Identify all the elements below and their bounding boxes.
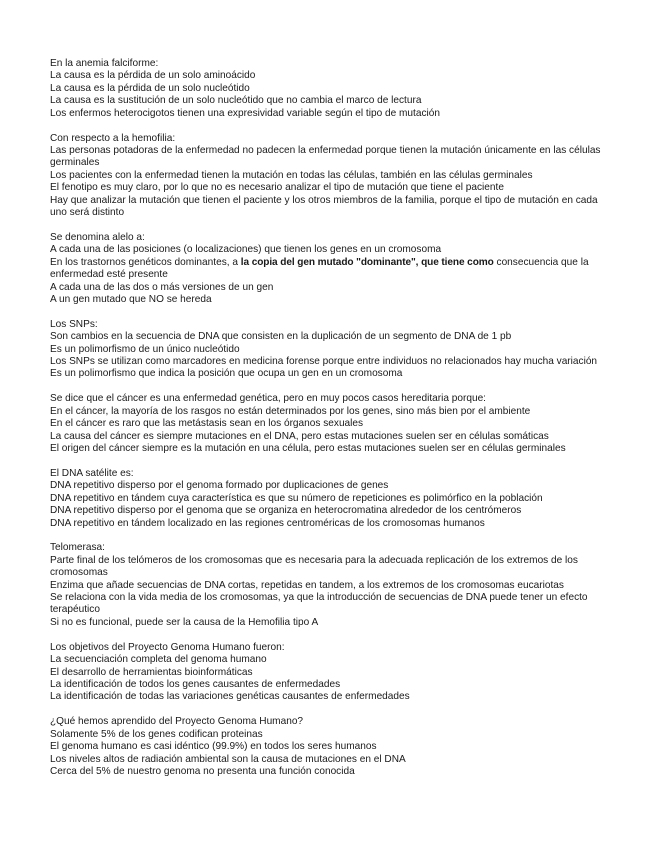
answer-option: La identificación de todos los genes causantes de enfermedades: [50, 678, 341, 690]
question-stem: En la anemia falciforme:: [50, 58, 159, 69]
answer-option-mixed: [50, 257, 615, 282]
question-block: [50, 58, 615, 120]
answer-option: DNA repetitivo disperso por el genoma que se organiza en heterocromatina alrededor de los centrómeros: [50, 505, 522, 517]
answer-option: Es un polimorfismo que indica la posición que ocupa un gen en un cromosoma: [50, 368, 403, 380]
answer-option: Solamente 5% de los genes codifican proteinas: [50, 728, 263, 740]
answer-option: En el cáncer, la mayoría de los rasgos no están determinados por los genes, sino más bien por el ambiente: [50, 405, 531, 417]
answer-option: DNA repetitivo en tándem localizado en las regiones centroméricas de los cromosomas humanos: [50, 517, 485, 529]
question-stem: Los SNPs:: [50, 318, 98, 330]
question-block: [50, 642, 615, 704]
answer-option: Cerca del 5% de nuestro genoma no presenta una función conocida: [50, 765, 355, 777]
option-text-after: consecuencia que la enfermedad esté presente: [50, 256, 589, 281]
question-stem: Los objetivos del Proyecto Genoma Humano fueron:: [50, 641, 285, 653]
question-stem: Con respecto a la hemofilia:: [50, 132, 176, 144]
answer-option: Se relaciona con la vida media de los cromosomas, ya que la introducción de secuencias de DNA puede tener un efecto terapéutico: [50, 592, 588, 616]
document-page: [50, 58, 615, 791]
answer-option: Si no es funcional, puede ser la causa de la Hemofilia tipo A: [50, 616, 319, 628]
answer-option: Las personas potadoras de la enfermedad no padecen la enfermedad porque tienen la mutación únicamente en las células germinales: [50, 144, 601, 169]
option-text-before: En los trastornos genéticos dominantes, a: [50, 256, 241, 268]
question-block: [50, 542, 615, 629]
answer-option: A cada una de las posiciones (o localizaciones) que tienen los genes en un cromosoma: [50, 244, 442, 256]
answer-option: DNA repetitivo disperso por el genoma formado por duplicaciones de genes: [50, 480, 389, 492]
answer-option: Parte final de los telómeros de los cromosomas que es necesaria para la adecuada replicación de los extremos de los cromosomas: [50, 554, 578, 579]
answer-option: Enzima que añade secuencias de DNA cortas, repetidas en tandem, a los extremos de los cromosomas eucariotas: [50, 579, 564, 591]
answer-option: La secuenciación completa del genoma humano: [50, 654, 267, 666]
question-stem: Telomerasa:: [50, 542, 105, 554]
answer-option: A cada una de las dos o más versiones de un gen: [50, 281, 274, 293]
answer-option: La identificación de todas las variaciones genéticas causantes de enfermedades: [50, 691, 410, 703]
answer-option: Es un polimorfismo de un único nucleótido: [50, 343, 240, 355]
answer-option: El genoma humano es casi idéntico (99.9%) en todos los seres humanos: [50, 741, 377, 753]
option-text-bold: la copia del gen mutado "dominante", que tiene como: [240, 256, 494, 268]
answer-option: Los SNPs se utilizan como marcadores en medicina forense porque entre individuos no relacionados hay mucha variación: [50, 356, 598, 368]
question-block: [50, 319, 615, 381]
question-stem: ¿Qué hemos aprendido del Proyecto Genoma Humano?: [50, 716, 304, 728]
answer-option: Los niveles altos de radiación ambiental son la causa de mutaciones en el DNA: [50, 753, 406, 765]
answer-option: La causa es la pérdida de un solo nucleótido: [50, 82, 250, 94]
answer-option: DNA repetitivo en tándem cuya característica es que su número de repeticiones es polimórfico en la población: [50, 492, 543, 504]
answer-option: Son cambios en la secuencia de DNA que consisten en la duplicación de un segmento de DNA de 1 pb: [50, 331, 512, 343]
question-stem: El DNA satélite es:: [50, 467, 134, 479]
answer-option: El origen del cáncer siempre es la mutación en una célula, pero estas mutaciones suelen ser en células germinales: [50, 442, 566, 454]
question-stem: Se denomina alelo a:: [50, 231, 145, 243]
answer-option: La causa es la pérdida de un solo aminoácido: [50, 70, 256, 82]
answer-option: Los pacientes con la enfermedad tienen la mutación en todas las células, también en las células germinales: [50, 169, 533, 181]
answer-option: La causa es la sustitución de un solo nucleótido que no cambia el marco de lectura: [50, 95, 422, 107]
answer-option: A un gen mutado que NO se hereda: [50, 293, 212, 305]
answer-option: La causa del cáncer es siempre mutaciones en el DNA, pero estas mutaciones suelen ser en células somáticas: [50, 430, 549, 442]
answer-option: En el cáncer es raro que las metástasis sean en los órganos sexuales: [50, 418, 364, 430]
question-block: [50, 393, 615, 455]
answer-option: El fenotipo es muy claro, por lo que no es necesario analizar el tipo de mutación que tiene el paciente: [50, 182, 504, 194]
answer-option: El desarrollo de herramientas bioinformáticas: [50, 666, 253, 678]
question-block: [50, 232, 615, 306]
question-stem: Se dice que el cáncer es una enfermedad genética, pero en muy pocos casos hereditaria porque:: [50, 393, 486, 405]
answer-option: Hay que analizar la mutación que tienen el paciente y los otros miembros de la familia, porque el tipo de mutación en cada uno será distinto: [50, 194, 598, 218]
question-block: [50, 468, 615, 530]
answer-option: Los enfermos heterocigotos tienen una expresividad variable según el tipo de mutación: [50, 107, 440, 119]
question-block: [50, 133, 615, 220]
question-block: [50, 716, 615, 778]
